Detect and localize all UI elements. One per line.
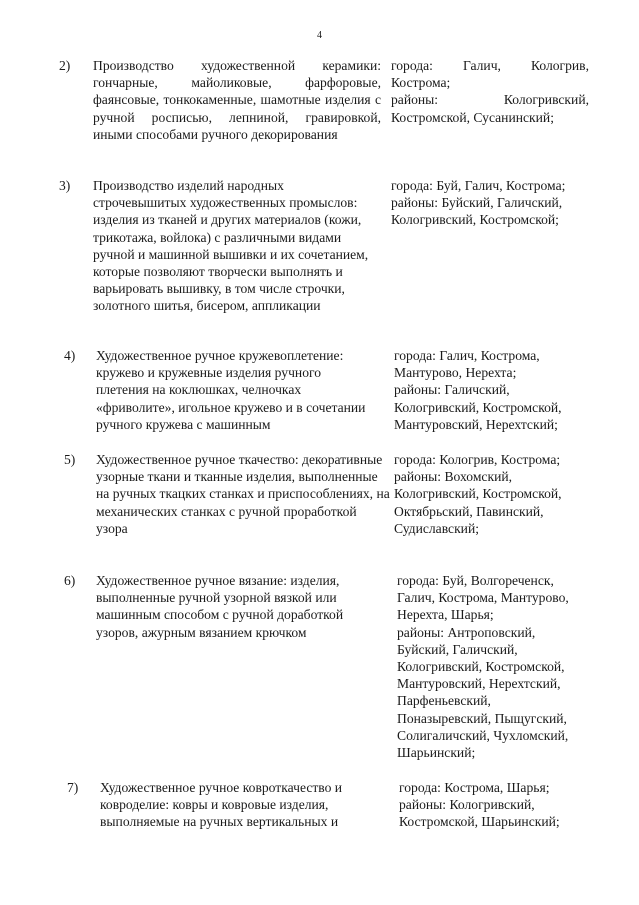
location-line: Кологривский, Костромской,	[394, 399, 562, 415]
location-line: Кострома;	[391, 75, 451, 91]
item-number: 7)	[67, 780, 79, 795]
item-number: 6)	[64, 573, 76, 588]
location-line: Галич, Кострома, Мантурово,	[397, 590, 569, 606]
location-line: Судиславский;	[394, 520, 480, 536]
location-line: Мантурово, Нерехта;	[394, 365, 517, 381]
item-locations	[391, 177, 601, 229]
item-number: 5)	[64, 452, 76, 467]
location-line: районы: Кологривский,	[399, 797, 535, 813]
location-line: города: Галич, Кострома,	[394, 348, 540, 363]
location-line: Октябрьский, Павинский,	[394, 503, 544, 519]
location-line: Костромской, Шарьинский;	[399, 814, 560, 830]
location-line: Поназыревский, Пыщугский,	[397, 710, 567, 726]
description-line: ковроделие: ковры и ковровые изделия,	[100, 797, 329, 813]
location-line: районы: Вохомский,	[394, 469, 513, 485]
location-line: города: Буй, Волгореченск,	[397, 573, 554, 588]
description-line: Художественное ручное ковроткачество и	[100, 780, 343, 795]
item-number: 4)	[64, 348, 76, 363]
item-locations	[394, 347, 604, 433]
item-description: Художественное ручное кружевоплетение: кружево и кружевные изделия ручного плетения на коклюшках, челночках «фриволите», игольное кружево и в сочетании ручного кружева с машинным	[96, 348, 366, 432]
location-line: районы: Кологривский,	[391, 92, 589, 108]
item-number: 3)	[59, 178, 71, 193]
item-locations	[394, 451, 604, 537]
item-description	[100, 779, 390, 831]
page-number: 4	[317, 30, 322, 41]
item-locations	[391, 57, 589, 126]
location-line: Кологривский, Костромской;	[391, 212, 559, 228]
location-line: Шарьинский;	[397, 745, 476, 761]
location-line: города: Кологрив, Кострома;	[394, 452, 561, 467]
location-line: Мантуровский, Нерехтский;	[394, 416, 558, 432]
location-line: города: Буй, Галич, Кострома;	[391, 178, 566, 193]
location-line: Костромской, Сусанинский;	[391, 109, 554, 125]
location-line: Кологривский, Костромской,	[394, 486, 562, 502]
location-line: Нерехта, Шарья;	[397, 607, 494, 623]
location-line: Парфеньевский,	[397, 693, 491, 709]
location-line: города: Галич, Кологрив,	[391, 58, 589, 73]
item-number: 2)	[59, 58, 71, 73]
item-locations	[399, 779, 609, 831]
item-description: Производство художественной керамики: гончарные, майоликовые, фарфоровые, фаянсовые, тонкокаменные, шамотные изделия с ручной росписью, лепниной, гравировкой, иными способами ручного декорирования	[93, 58, 381, 142]
location-line: Мантуровский, Нерехтский,	[397, 676, 561, 692]
location-line: районы: Галичский,	[394, 382, 510, 398]
location-line: Буйский, Галичский,	[397, 641, 518, 657]
location-line: Солигаличский, Чухломский,	[397, 727, 569, 743]
description-line: выполняемые на ручных вертикальных и	[100, 814, 339, 830]
location-line: Кологривский, Костромской,	[397, 659, 565, 675]
location-line: районы: Антроповский,	[397, 624, 536, 640]
location-line: районы: Буйский, Галичский,	[391, 195, 563, 211]
item-description: Производство изделий народных строчевышитых художественных промыслов: изделия из тканей и других материалов (кожи, трикотажа, войлока) с различными видами ручной и машинной вышивки и их сочетанием, которые позволяют творчески выполнять и варьировать вышивку, в том числе строчки, золотного шитья, бисером, аппликации	[93, 178, 369, 314]
item-description: Художественное ручное вязание: изделия, выполненные ручной узорной вязкой или машинным способом с ручной доработкой узоров, ажурным вязанием крючком	[96, 573, 344, 640]
item-description: Художественное ручное ткачество: декоративные узорные ткани и тканные изделия, выполненные на ручных ткацких станках и приспособлениях, на механических станках с ручной проработкой узора	[96, 452, 390, 536]
location-line: города: Кострома, Шарья;	[399, 780, 550, 795]
item-locations	[397, 572, 607, 761]
